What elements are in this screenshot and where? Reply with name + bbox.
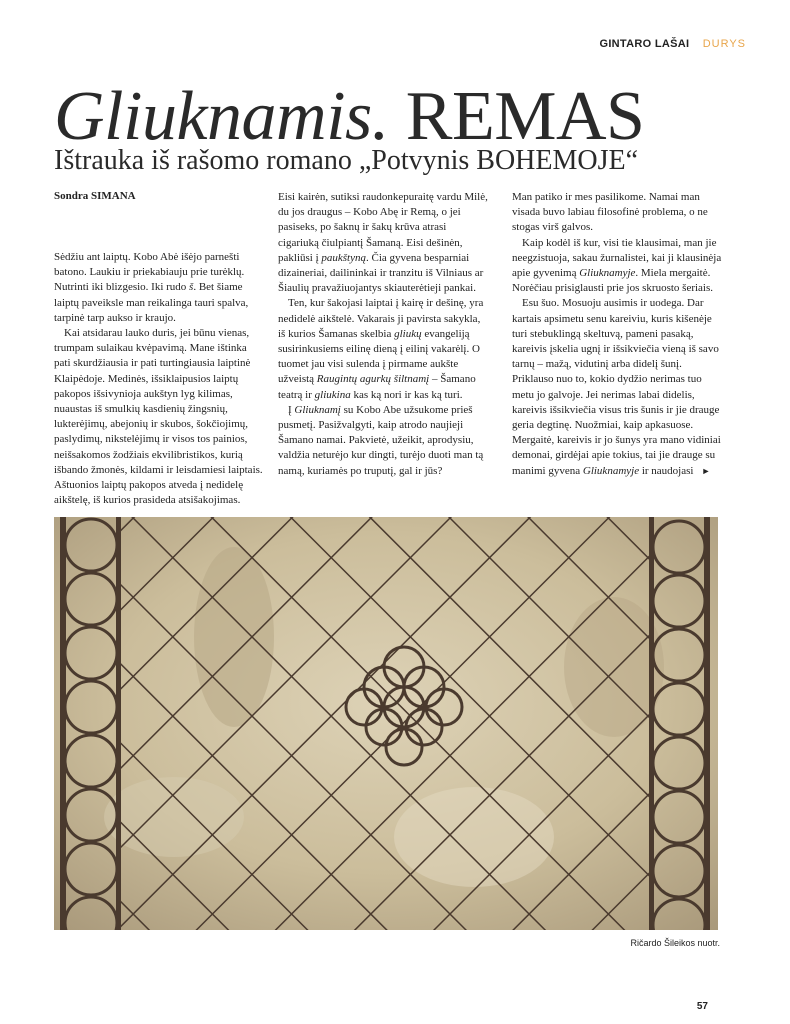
text-run: su Kobo Abe užsukome prieš pusmetį. Pasižvalgyti, kaip atrodo naujieji Šamano namai. Pakvietė, užeikit, aprodysiu, valdžia neturėjo kur dingti, turėjo duoti man tą namą, kuriamės po truputį, gal ir jūs? [278, 403, 484, 477]
text-run: Sėdžiu ant laiptų. Kobo Abė išėjo parnešti batono. Laukiu ir priekabiauju prie turėklų. Nutrinti iki blizgesio. Iki rudo [54, 251, 245, 294]
text-run-italic: Gliuknamį [294, 403, 341, 416]
text-run: . Bet šiame laiptų paveiksle man reikalinga tauri spalva, tarpinė tarp aukso ir kraujo. [54, 281, 249, 324]
section-name: DURYS [702, 38, 746, 50]
paragraph: Man patiko ir mes pasilikome. Namai man visada buvo labiau filosofinė problema, o ne stogas virš galvos. [512, 191, 708, 234]
page-number: 57 [696, 1001, 708, 1012]
paragraph [512, 296, 726, 478]
paragraph [54, 250, 264, 326]
paragraph: Kai atsidarau lauko duris, jei būnu vienas, trumpam sulaikau kvėpavimą. Mane ištinka pati skurdžiausia ir pati turtingiausia laiptinė Klaipėdoje. Medinės, išsiklaipusios laiptų pakopos išsivynioja aukštyn lyg kilimas, nuaustas iš smulkių kasdienių žingsnių, lukterėjimų, abejonių ir skubos, šokčiojimų, paslydimų, nikstelėjimų ir visos tos painios, neišsakomos žodžiais ekvilibristikos, kurią išbando žmonės, kildami ir leisdamiesi laiptais. Aštuonios laiptų pakopos atveda į nedidelę aikštelę, iš kurios prasideda atsišakojimas. [54, 327, 263, 507]
text-run: Kaip kodėl iš kur, visi tie klausimai, man jie neegzistuoja, sakau žurnalistei, kai ji klausinėja apie gyvenimą [512, 236, 722, 280]
text-run-italic: gliukų [394, 327, 422, 340]
text-run: ir naudojasi [639, 464, 694, 477]
text-run: evangeliją susirinkusiems eilinę dieną į eilinį vakarėlį. O tuomet jau visi sulenda į pirmame aukšte užveistą [278, 327, 480, 386]
text-run: . Miela mergaitė. Norėčiau prisiglausti prie jos skruosto šeriais. [512, 267, 714, 295]
text-run: kas ką nori ir kas ką turi. [350, 388, 463, 401]
photo-caption: Ričardo Šileikos nuotr. [630, 938, 720, 948]
running-header [599, 38, 746, 50]
text-column-1 [54, 250, 264, 508]
article-title-rest: REMAS [388, 78, 645, 155]
paragraph [278, 296, 488, 402]
text-run: Eisi kairėn, sutiksi raudonkepuraitę vardu Milė, du jos draugus – Kobo Abę ir Remą, o jei pasiseks, po šaknų ir šakų krūva atrasi cigariuką čiulpiantį Šamaną. Eisi dešinėn, pakliūsi į [278, 191, 488, 264]
paragraph [512, 236, 726, 297]
magazine-name: GINTARO LAŠAI [599, 38, 690, 50]
text-run-italic: paukštyną [321, 251, 366, 264]
wrought-iron-grille-photo [54, 517, 718, 930]
text-run-italic: Raugintų agurkų šiltnamį [316, 373, 430, 386]
text-run: Ten, kur šakojasi laiptai į kairę ir dešinę, yra nedidelė aikštelė. Vakarais ji pavirsta sakykla, iš kurios Šamanas skelbia [278, 297, 484, 340]
text-run: . Čia gyvena besparniai dizaineriai, dailininkai ir tranzitu iš Vilniaus ar Šiaulių pravažiuojantys skiauterėtieji pankai. [278, 251, 484, 295]
author-byline: Sondra SIMANA [54, 190, 136, 202]
text-run-italic: Gliuknamyje [582, 464, 640, 477]
article-photo [54, 517, 718, 930]
text-column-3 [512, 190, 726, 479]
text-run-italic: Gliuknamyje [579, 267, 636, 280]
paragraph [278, 190, 488, 296]
text-run-italic: š [189, 281, 194, 294]
text-run-italic: gliukina [314, 388, 351, 401]
text-column-2 [278, 190, 488, 479]
text-run: – Šamano teatrą ir [278, 373, 476, 401]
text-run: Esu šuo. Mosuoju ausimis ir uodega. Dar kartais apsimetu senu kareiviu, kuris kišenėje turi stebuklingą skeltuvą, pameni pasaką, kareivis įskelia ugnį ir išsikviečia vieną iš savo tarnų – mažą, vidutinį arba didelį šunį. Priklauso nuo to, kokio dydžio nerimas tuo metu jo galvoje. Jei nerimas labai didelis, kareivis išsikviečia visus tris šunis ir jie drauge geria degtinę. Nuožmiai, kaip apkasuose. Mergaitė, kareivis ir jo šunys yra mano vidiniai demonai, girdėjai apie tokius, tai jie drauge su manimi gyvena [512, 297, 721, 477]
text-run: Į [288, 403, 295, 416]
continue-arrow-icon: ► [701, 465, 711, 476]
article-title-italic: Gliuknamis. [54, 78, 389, 155]
paragraph [278, 403, 488, 479]
article-subtitle: Ištrauka iš rašomo romano „Potvynis BOHEMOJE“ [54, 145, 639, 176]
